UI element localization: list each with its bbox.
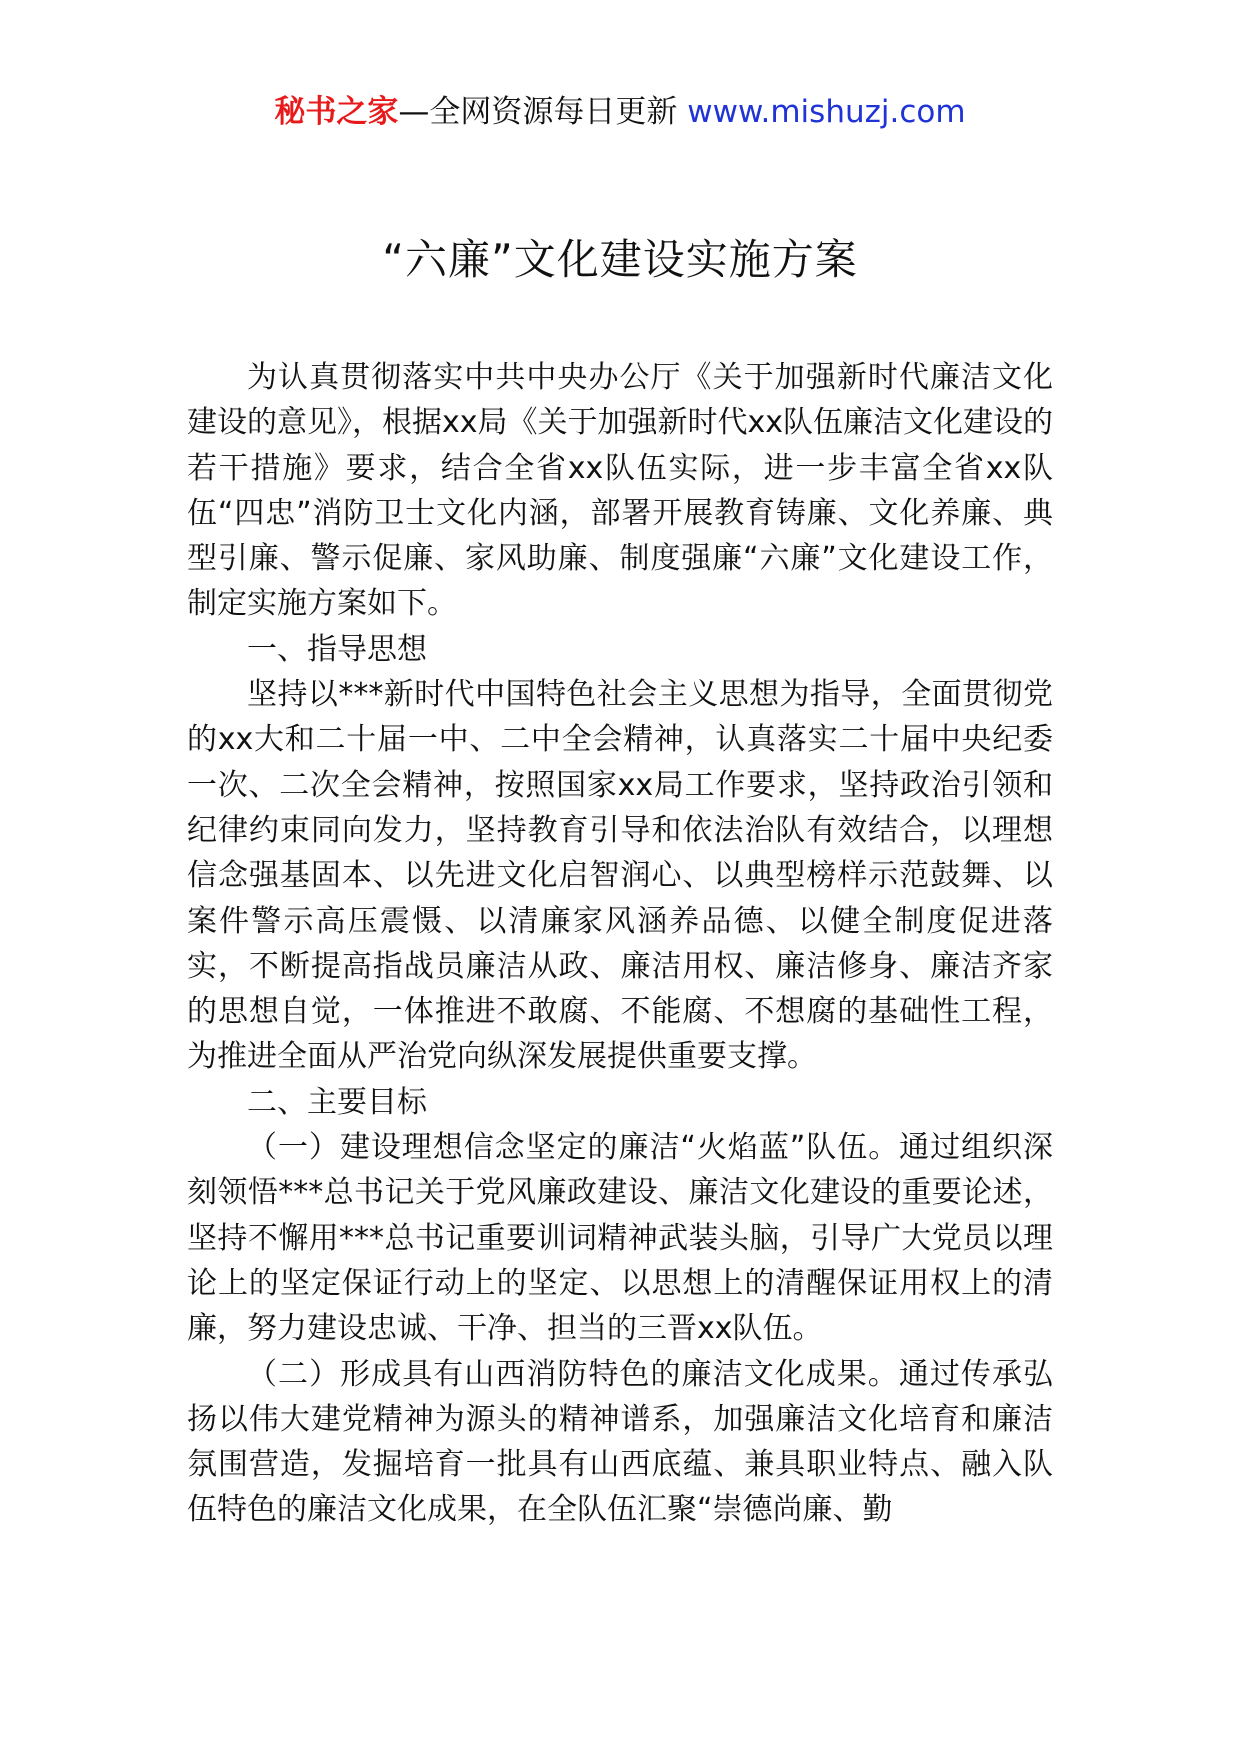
site-url[interactable]: www.mishuzj.com [687,94,966,130]
site-tagline: —全网资源每日更新 [398,94,678,130]
site-brand: 秘书之家 [274,94,399,130]
guiding-ideology-paragraph: 坚持以***新时代中国特色社会主义思想为指导，全面贯彻党的xx大和二十届一中、二中全会精神，认真落实二十届中央纪委一次、二次全会精神，按照国家xx局工作要求，坚持政治引领和纪律约束同向发力，坚持教育引导和依法治队有效结合，以理想信念强基固本、以先进文化启智润心、以典型榜样示范鼓舞、以案件警示高压震慑、以清廉家风涵养品德、以健全制度促进落实，不断提高指战员廉洁从政、廉洁用权、廉洁修身、廉洁齐家的思想自觉，一体推进不敢腐、不能腐、不想腐的基础性工程，为推进全面从严治党向纵深发展提供重要支撑。 [187,677,1053,1075]
site-header [0,92,1240,132]
intro-paragraph: 为认真贯彻落实中共中央办公厅《关于加强新时代廉洁文化建设的意见》，根据xx局《关于加强新时代xx队伍廉洁文化建设的若干措施》要求，结合全省xx队伍实际，进一步丰富全省xx队伍“四忠”消防卫士文化内涵，部署开展教育铸廉、文化养廉、典型引廉、警示促廉、家风助廉、制度强廉“六廉”文化建设工作，制定实施方案如下。 [187,360,1054,622]
goal-paragraph-1: （一）建设理想信念坚定的廉洁“火焰蓝”队伍。通过组织深刻领悟***总书记关于党风廉政建设、廉洁文化建设的重要论述，坚持不懈用***总书记重要训词精神武装头脑，引导广大党员以理论上的坚定保证行动上的坚定、以思想上的清醒保证用权上的清廉，努力建设忠诚、干净、担当的三晋xx队伍。 [187,1130,1053,1347]
document-body [187,355,1053,1533]
goal-paragraph-2: （二）形成具有山西消防特色的廉洁文化成果。通过传承弘扬以伟大建党精神为源头的精神谱系，加强廉洁文化培育和廉洁氛围营造，发掘培育一批具有山西底蕴、兼具职业特点、融入队伍特色的廉洁文化成果，在全队伍汇聚“崇德尚廉、勤 [187,1356,1053,1528]
section-heading-main-goals: 二、主要目标 [247,1084,427,1120]
section-heading-guiding-ideology: 一、指导思想 [247,631,427,667]
document-title: “六廉”文化建设实施方案 [382,235,858,284]
